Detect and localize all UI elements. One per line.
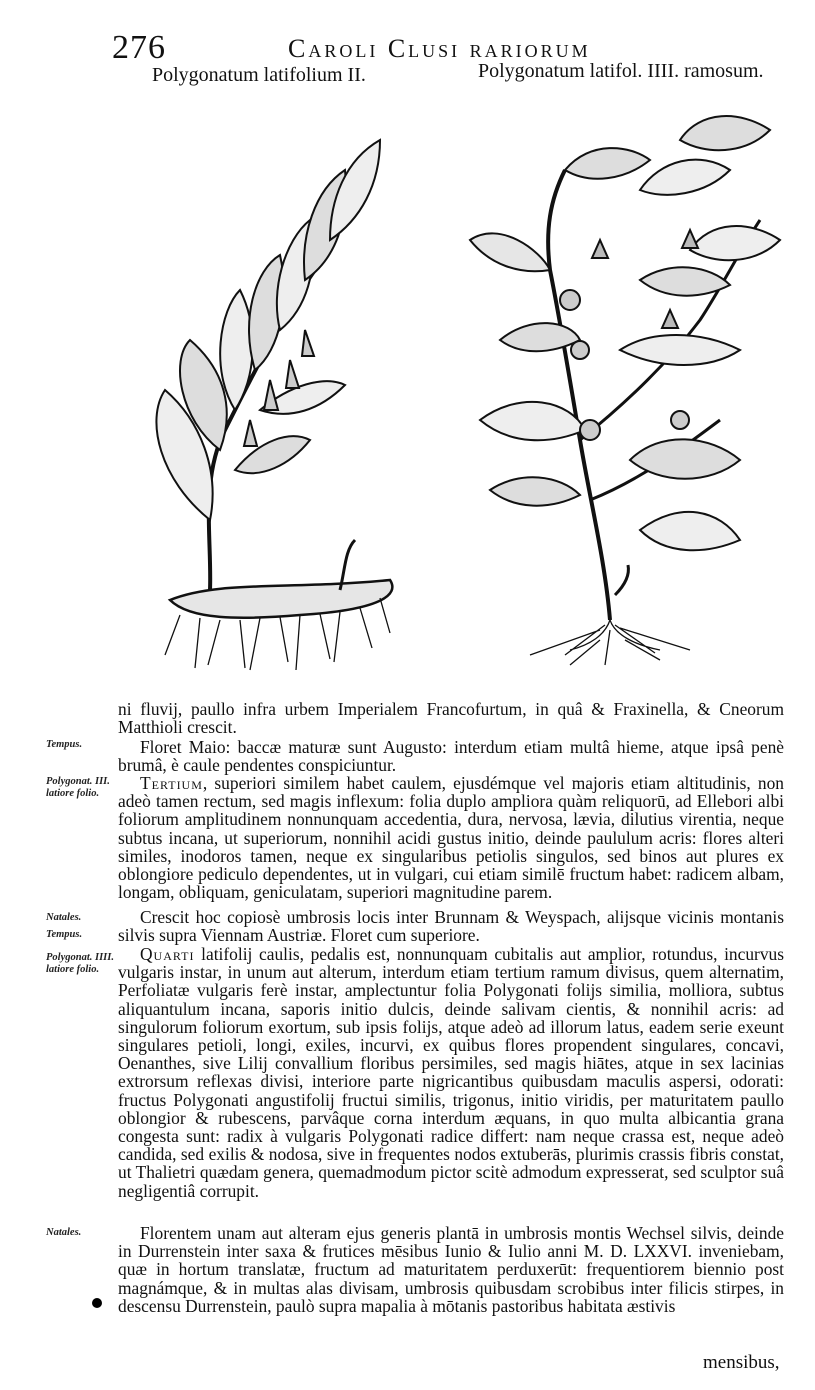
paragraph-habitat-continued <box>118 700 784 736</box>
margin-note-natales: Natales. <box>46 1227 82 1238</box>
paragraph-florentem <box>118 1224 784 1315</box>
paragraph-text: Florentem unam aut alteram ejus generis plantā in umbrosis montis Wechsel silvis, deinde in Durrenstein inter saxa & frutices mēsibus Iunio & Iulio anni M. D. LXXVI. inveniebam, quæ in hortum translatæ, fructum ad maturitatem perduxerūt: frequentiorem biennio post magnámque, & in multas alas divisam, umbrosis quibusdam scrobibus inter filicis stirpes, in descensu Durrenstein, paulò supra mapalia à mōtanis pastoribus habitata æstivis <box>118 1223 784 1316</box>
paragraph-tertium <box>118 774 784 901</box>
paragraph-text: , superiori similem habet caulem, ejusdémque vel majoris etiam altitudinis, non adeò tamen rectum, sed magis inflexum: folia duplo ampliora quàm reliquorū, ad Ellebori albi foliorum amplitudinem nonnunquam accedentia, dura, nervosa, lævia, dilutius virentia, neque subtus incana, ut superiorum, nonnihil acidi gustus initio, deinde paululum acris: flores alteri similes, inodoros tamen, neque ex singularibus petiolis singulos, sed binos aut plures ex oblongiore pediculo dependentes, ut in vulgari, cui etiam similē fructum habet: radicem albam, longam, obliquam, geniculatam, superiori magnitudine parem. <box>118 773 784 903</box>
ink-blot <box>92 1298 102 1308</box>
paragraph-lead: Quarti <box>140 944 195 964</box>
plant-illustration-left <box>140 120 410 680</box>
margin-note-natales: Natales. <box>46 912 82 923</box>
paragraph-text: Crescit hoc copiosè umbrosis locis inter Brunnam & Weyspach, alijsque vicinis montanis silvis supra Viennam Austriæ. Floret cum superiore. <box>118 907 784 946</box>
margin-note-polygonat-iii: Polygonat. III. latiore folio. <box>46 776 110 799</box>
page-number: 276 <box>112 29 166 66</box>
figure-caption-left: Polygonatum latifolium II. <box>152 64 366 86</box>
paragraph-text: Floret Maio: baccæ maturæ sunt Augusto: interdum etiam multâ hieme, atque ipsâ penè brumâ, è caule pendentes conspiciuntur. <box>118 737 784 776</box>
paragraph-text: ni fluvij, paullo infra urbem Imperialem Francofurtum, in quâ & Fraxinella, & Cneorum Matthioli crescit. <box>118 699 784 738</box>
figure-caption-right: Polygonatum latifol. IIII. ramosum. <box>478 60 764 82</box>
paragraph-tempus <box>118 738 784 774</box>
plant-illustration-right <box>440 100 790 675</box>
catchword: mensibus, <box>703 1352 780 1373</box>
margin-note-tempus: Tempus. <box>46 739 83 750</box>
margin-note-polygonat-iiii: Polygonat. IIII. latiore folio. <box>46 952 114 975</box>
paragraph-quarti <box>118 945 784 1200</box>
paragraph-lead: Tertium <box>140 773 203 793</box>
paragraph-text: latifolij caulis, pedalis est, nonnunquam cubitalis aut amplior, rotundus, incurvus vulgaris instar, in unum aut alterum, interdum etiam tertium ramum divisus, quem alternatim, Perfoliatæ vulgaris ferè instar, amplectuntur folia Polygonati folijs similia, molliora, subtus aliquantulum incana, saporis initio dulcis, deinde salivam cientis, & nonnihil acris: ad singulorum foliorum exortum, sub ipsis folijs, atque adeò ad illorum latus, eadem serie exeunt singulares petioli, longi, exiles, incurvi, ex quibus flores propendent singulares, concavi, Oenanthes, sive Lilij convallium floribus persimiles, sed magis hiātes, atque in sex lacinias extrorsum reflexas divisi, interiore parte nigricantibus quibusdam maculis aspersi, odorati: fructus Polygonati angustifolij fructui similis, trigonus, initio viridis, per maturitatem paullo oblongior & rubescens, parvâque corna interdum æquans, in quo multa albicantia grana congesta sunt: radix à vulgaris Polygonati radice differt: nam neque crassa est, neque adeò candida, sed exilis & nodosa, sive in frequentes nodos extuberās, plurimis crassis fibris constat, ut Thalietri quædam genera, quemadmodum pictor scitè admodum expresserat, sed sculptor suâ negligentiâ corrupit. <box>118 944 784 1201</box>
running-head: Caroli Clusi rariorum <box>288 34 591 63</box>
paragraph-crescit <box>118 908 784 944</box>
margin-note-tempus: Tempus. <box>46 929 83 940</box>
